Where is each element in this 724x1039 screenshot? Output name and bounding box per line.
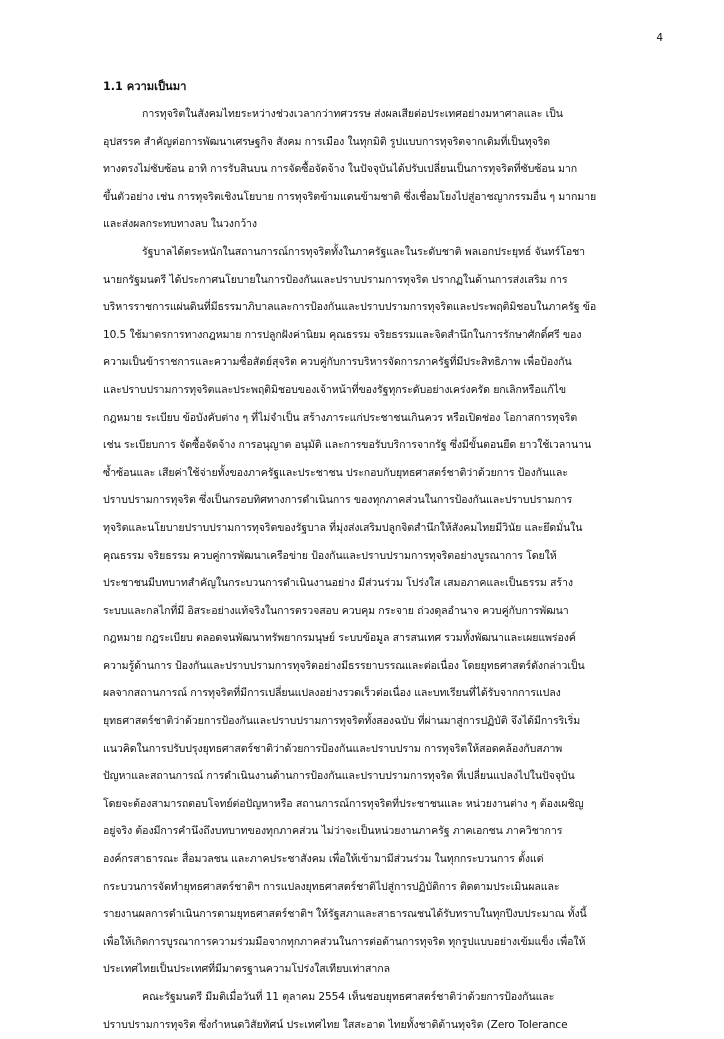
- paragraph-line: เช่น ระเบียบการ จัดซื้อจัดจ้าง การอนุญาต อนุมัติ และการขอรับบริการจากรัฐ ซึ่งมีขั้นตอนยืด ยาวใช้เวลานาน: [103, 439, 592, 452]
- paragraph-line: บริหารราชการแผ่นดินที่มีธรรมาภิบาลและการป้องกันและปราบปรามการทุจริตและประพฤติมิชอบในภาครัฐ ข้อ: [103, 301, 597, 314]
- paragraph-line: คุณธรรม จริยธรรม ควบคู่การพัฒนาเครือข่าย ป้องกันและปราบปรามการทุจริตอย่างบูรณาการ โดยให้: [103, 549, 557, 562]
- paragraph-line: ทางตรงไม่ซับซ้อน อาทิ การรับสินบน การจัดซื้อจัดจ้าง ในปัจจุบันได้ปรับเปลี่ยนเป็นการทุจริตที่ซับซ้อน มาก: [103, 163, 578, 176]
- paragraph-line: ทุจริตและนโยบายปราบปรามการทุจริตของรัฐบาล ที่มุ่งส่งเสริมปลูกจิตสำนึกให้สังคมไทยมีวินัย และยึดมั่นใน: [103, 521, 583, 534]
- paragraph-line: โดยจะต้องสามารถตอบโจทย์ต่อปัญหาหรือ สถานการณ์การทุจริตที่ประชาชนและ หน่วยงานต่าง ๆ ต้องเผชิญ: [103, 797, 584, 810]
- paragraph-line: แนวคิดในการปรับปรุงยุทธศาสตร์ชาติว่าด้วยการป้องกันและปราบปราม การทุจริตให้สอดคล้องกับสภาพ: [103, 742, 563, 755]
- paragraph-line: กฎหมาย กฎระเบียบ ตลอดจนพัฒนาทรัพยากรมนุษย์ ระบบข้อมูล สารสนเทศ รวมทั้งพัฒนาและเผยแพร่องค์: [103, 632, 576, 645]
- paragraph-line: กระบวนการจัดทำยุทธศาสตร์ชาติฯ การแปลงยุทธศาสตร์ชาติไปสู่การปฏิบัติการ ติดตามประเมินผลและ: [103, 880, 560, 893]
- paragraph-line: คณะรัฐมนตรี มีมติเมื่อวันที่ 11 ตุลาคม 2554 เห็นชอบยุทธศาสตร์ชาติว่าด้วยการป้องกันและ: [142, 991, 555, 1003]
- paragraph-line: นายกรัฐมนตรี ได้ประกาศนโยบายในการป้องกันและปราบปรามการทุจริต ปรากฏในด้านการส่งเสริม การ: [103, 273, 568, 286]
- paragraph-line: รัฐบาลได้ตระหนักในสถานการณ์การทุจริตทั้งในภาครัฐและในระดับชาติ พลเอกประยุทธ์ จันทร์โอชา: [142, 245, 586, 258]
- paragraph-line: อยู่จริง ต้องมีการคำนึงถึงบทบาทของทุกภาคส่วน ไม่ว่าจะเป็นหน่วยงานภาครัฐ ภาคเอกชน ภาควิชาการ: [103, 825, 563, 838]
- document-body: [103, 73, 668, 1039]
- paragraph-line: ความเป็นข้าราชการและความซื่อสัตย์สุจริต ควบคู่กับการบริหารจัดการภาครัฐที่มีประสิทธิภาพ เพื่อป้องกัน: [103, 356, 572, 369]
- paragraph-line: ความรู้ด้านการ ป้องกันและปราบปรามการทุจริตอย่างมีธรรยาบรรณและต่อเนื่อง โดยยุทธศาสตร์ดังกล่าวเป็น: [103, 659, 585, 672]
- paragraph-line: ระบบและกลไกที่มี อิสระอย่างแท้จริงในการตรวจสอบ ควบคุม กระจาย ถ่วงดุลอำนาจ ควบคู่กับการพัฒนา: [103, 604, 569, 617]
- paragraph: [103, 101, 668, 239]
- paragraph-line: ประเทศไทยเป็นประเทศที่มีมาตรฐานความโปร่งใสเทียบเท่าสากล: [103, 963, 390, 976]
- paragraph-line: ประชาชนมีบทบาทสำคัญในกระบวนการดำเนินงานอย่าง มีส่วนร่วม โปร่งใส เสมอภาคและเป็นธรรม สร้าง: [103, 577, 573, 590]
- paragraphs: [103, 101, 668, 1039]
- paragraph-line: การทุจริตในสังคมไทยระหว่างช่วงเวลากว่าทศวรรษ ส่งผลเสียต่อประเทศอย่างมหาศาลและ เป็น: [142, 108, 563, 120]
- paragraph-line: และส่งผลกระทบทางลบ ในวงกว้าง: [103, 218, 257, 231]
- paragraph-line: ขึ้นตัวอย่าง เช่น การทุจริตเชิงนโยบาย การทุจริตข้ามแดนข้ามชาติ ซึ่งเชื่อมโยงไปสู่อาชญากรรมอื่น ๆ มากมาย: [103, 190, 597, 203]
- paragraph-line: ซ้ำซ้อนและ เสียค่าใช้จ่ายทั้งของภาครัฐและประชาชน ประกอบกับยุทธศาสตร์ชาติว่าด้วยการ ป้องกันและ: [103, 466, 568, 479]
- paragraph-line: ผลจากสถานการณ์ การทุจริตที่มีการเปลี่ยนแปลงอย่างรวดเร็วต่อเนื่อง และบทเรียนที่ได้รับจากการแปลง: [103, 687, 561, 700]
- paragraph: [103, 984, 668, 1039]
- paragraph: [103, 239, 668, 984]
- paragraph-line: องค์กรสาธารณะ สื่อมวลชน และภาคประชาสังคม เพื่อให้เข้ามามีส่วนร่วม ในทุกกระบวนการ ตั้งแต่: [103, 853, 544, 866]
- paragraph-line: รายงานผลการดำเนินการตามยุทธศาสตร์ชาติฯ ให้รัฐสภาและสาธารณชนได้รับทราบในทุกปีงบประมาณ ทั้งนี้: [103, 908, 587, 921]
- section-heading: 1.1 ความเป็นมา: [103, 80, 187, 93]
- paragraph-line: และปราบปรามการทุจริตและประพฤติมิชอบของเจ้าหน้าที่ของรัฐทุกระดับอย่างเคร่งครัด ยกเลิกหรือแก้ไข: [103, 383, 566, 396]
- paragraph-line: ยุทธศาสตร์ชาติว่าด้วยการป้องกันและปราบปรามการทุจริตทั้งสองฉบับ ที่ผ่านมาสู่การปฏิบัติ จึงได้มีการริเริ่ม: [103, 715, 581, 728]
- paragraph-line: ปราบปรามการทุจริต ซึ่งเป็นกรอบทิศทางการดำเนินการ ของทุกภาคส่วนในการป้องกันและปราบปรามการ: [103, 494, 573, 507]
- page-number: 4: [656, 32, 663, 44]
- paragraph-line: กฎหมาย ระเบียบ ข้อบังคับต่าง ๆ ที่ไม่จำเป็น สร้างภาระแก่ประชาชนเกินควร หรือเปิดช่อง โอกาสการทุจริต: [103, 411, 578, 424]
- paragraph-line: อุปสรรค สำคัญต่อการพัฒนาเศรษฐกิจ สังคม การเมือง ในทุกมิติ รูปแบบการทุจริตจากเดิมที่เป็นทุจริต: [103, 135, 551, 148]
- paragraph-line: ปราบปรามการทุจริต ซึ่งกำหนดวิสัยทัศน์ ประเทศไทย ใสสะอาด ไทยทั้งชาติต้านทุจริต (Zero Tolerance: [103, 1018, 568, 1031]
- paragraph-line: เพื่อให้เกิดการบูรณาการความร่วมมือจากทุกภาคส่วนในการต่อต้านการทุจริต ทุกรูปแบบอย่างเข้มแข็ง เพื่อให้: [103, 935, 586, 948]
- paragraph-line: 10.5 ใช้มาตรการทางกฎหมาย การปลูกฝังค่านิยม คุณธรรม จริยธรรมและจิตสำนึกในการรักษาศักดิ์ศรี ของ: [103, 328, 582, 341]
- paragraph-line: ปัญหาและสถานการณ์ การดำเนินงานด้านการป้องกันและปราบปรามการทุจริต ที่เปลี่ยนแปลงไปในปัจจุบัน: [103, 770, 575, 783]
